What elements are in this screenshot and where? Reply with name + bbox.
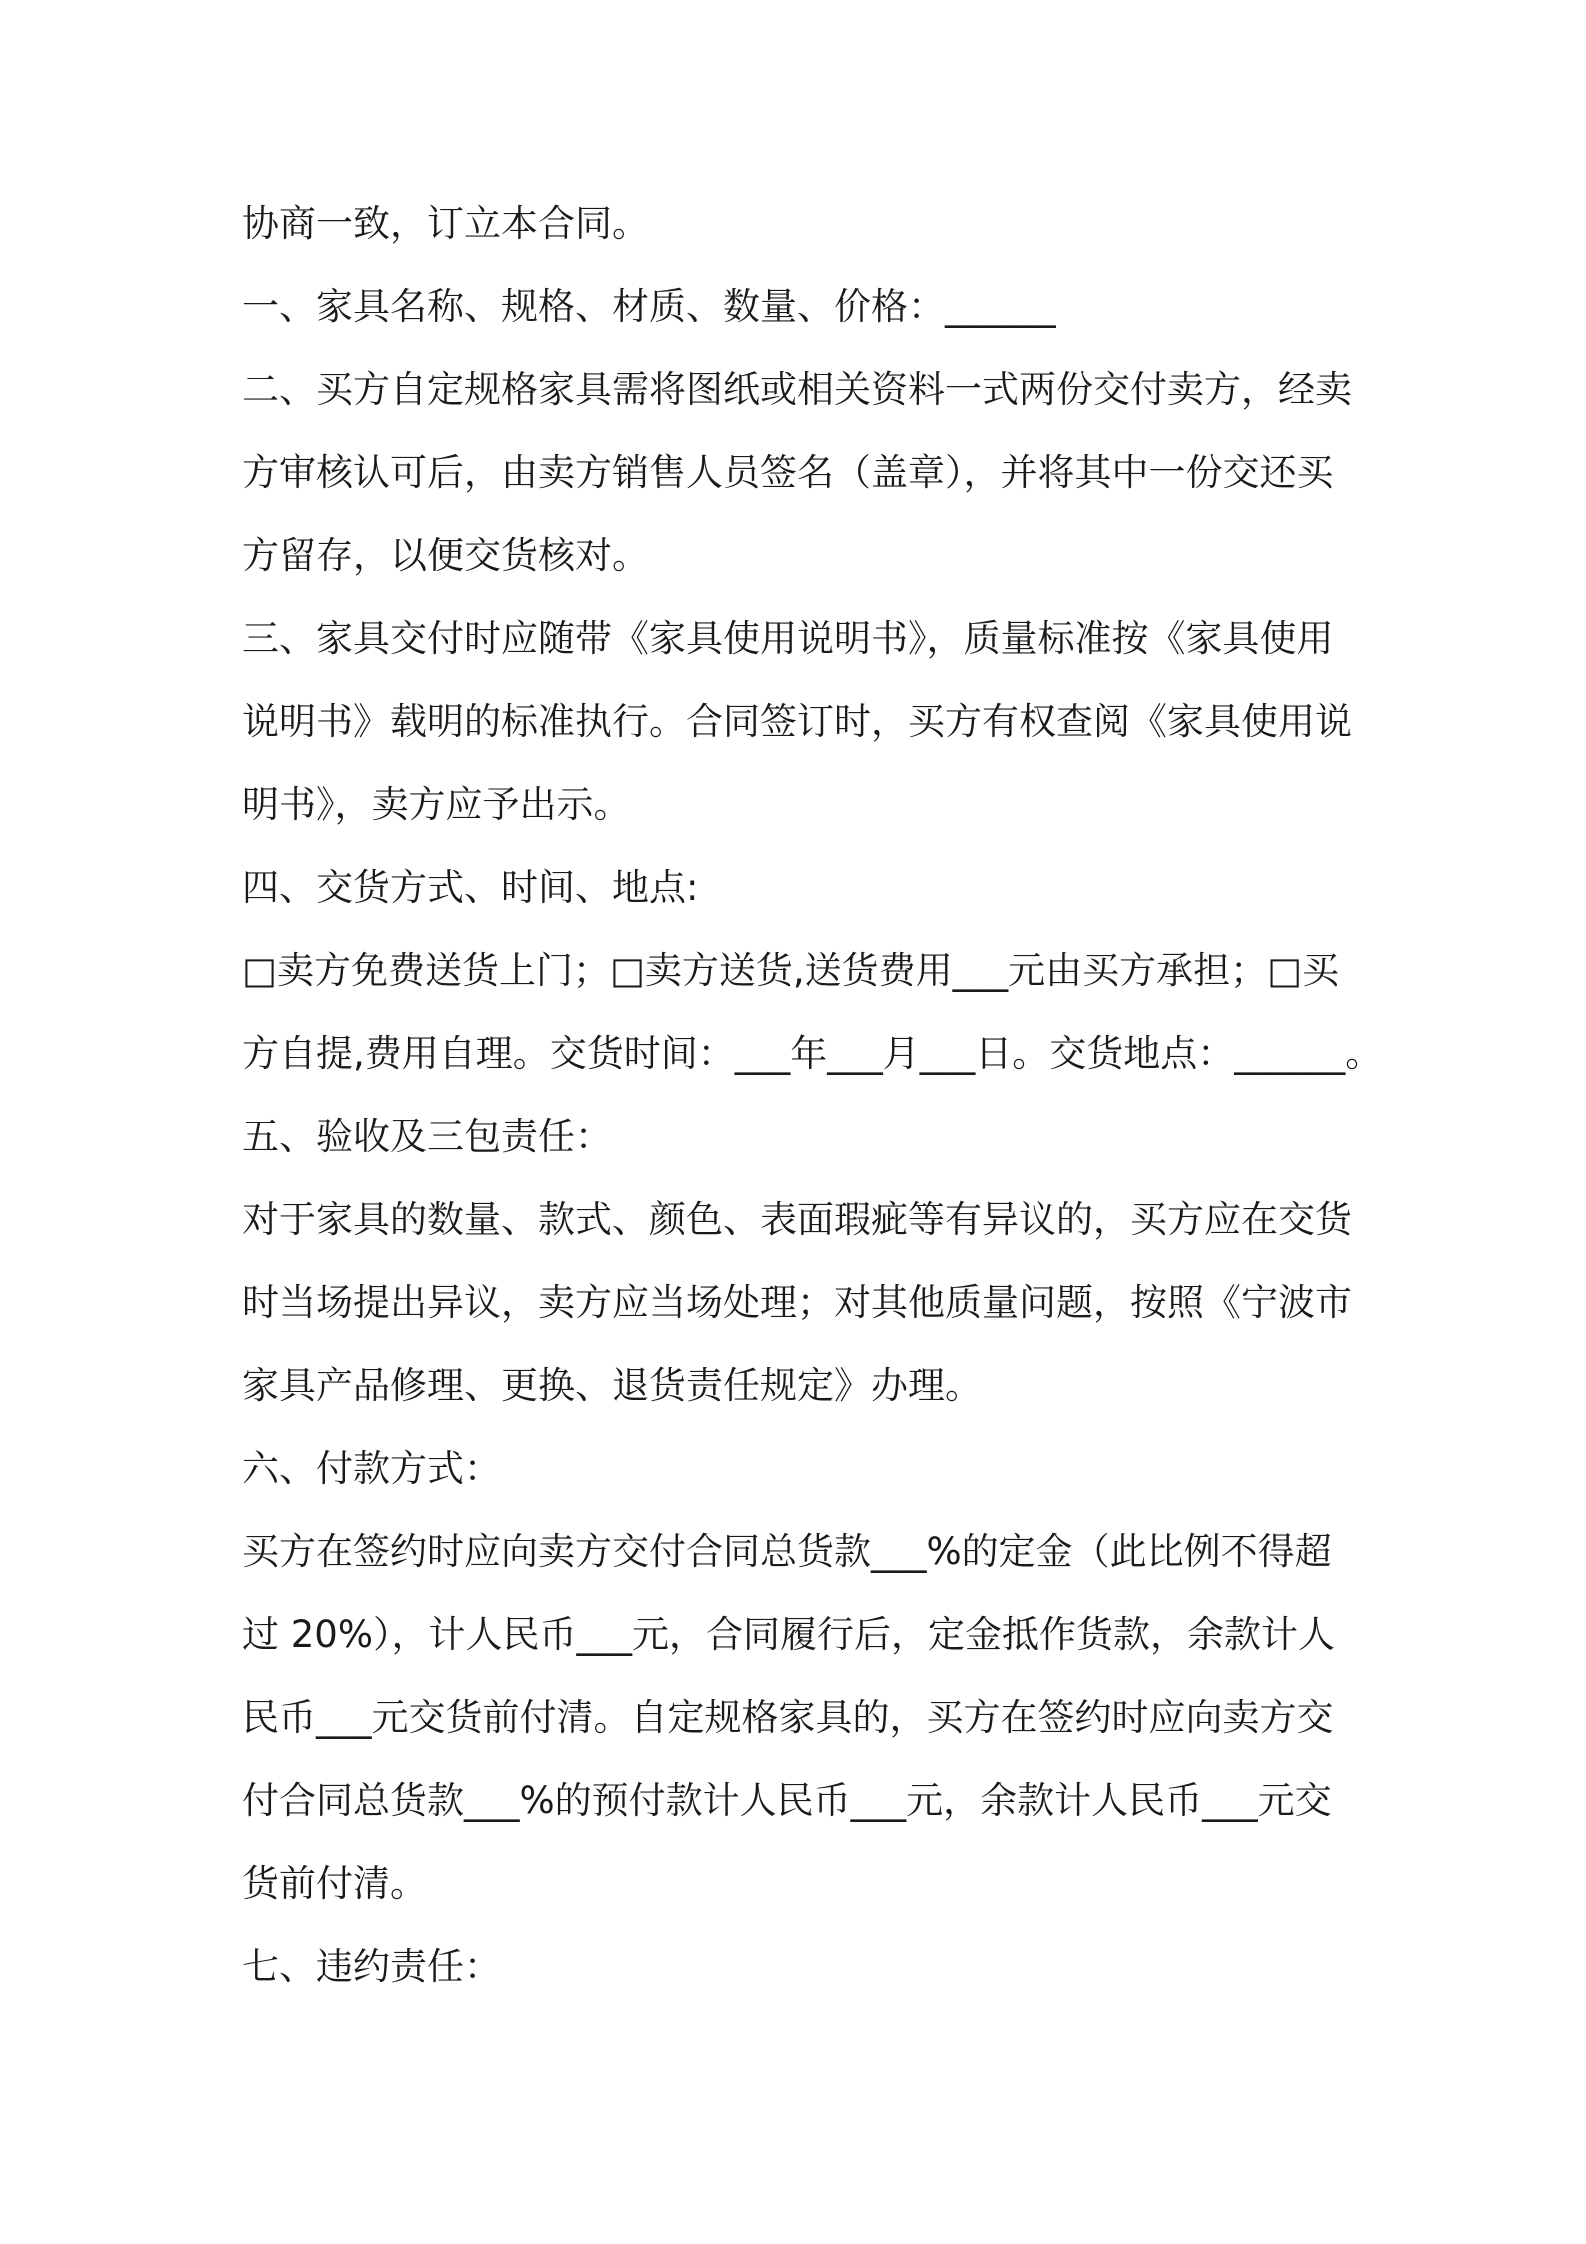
clause-3-line-1: 三、家具交付时应随带《家具使用说明书》，质量标准按《家具使用 xyxy=(242,617,1334,660)
clause-6-line-1: 买方在签约时应向卖方交付合同总货款___%的定金（此比例不得超 xyxy=(242,1530,1332,1573)
text-line-intro: 协商一致，订立本合同。 xyxy=(242,202,649,245)
clause-3-line-2: 说明书》载明的标准执行。合同签订时，买方有权查阅《家具使用说 xyxy=(242,700,1352,743)
clause-6-line-2: 过 20%），计人民币___元，合同履行后，定金抵作货款，余款计人 xyxy=(242,1613,1335,1656)
clause-5-heading: 五、验收及三包责任： xyxy=(242,1115,612,1158)
clause-6-line-3: 民币___元交货前付清。自定规格家具的，买方在签约时应向卖方交 xyxy=(242,1696,1334,1739)
clause-2-line-2: 方审核认可后，由卖方销售人员签名（盖章），并将其中一份交还买 xyxy=(242,451,1334,494)
clause-4-line-2: 方自提,费用自理。交货时间：___年___月___日。交货地点：______。 xyxy=(242,1032,1383,1075)
clause-3-line-3: 明书》，卖方应予出示。 xyxy=(242,783,631,826)
clause-4-heading: 四、交货方式、时间、地点: xyxy=(242,866,699,909)
clause-6-line-4: 付合同总货款___%的预付款计人民币___元，余款计人民币___元交 xyxy=(242,1779,1332,1822)
clause-2-line-3: 方留存，以便交货核对。 xyxy=(242,534,649,577)
clause-5-line-1: 对于家具的数量、款式、颜色、表面瑕疵等有异议的，买方应在交货 xyxy=(242,1198,1352,1241)
clause-4-line-1: □卖方免费送货上门；□卖方送货,送货费用___元由买方承担；□买 xyxy=(242,949,1340,992)
clause-6-line-5: 货前付清。 xyxy=(242,1862,427,1905)
clause-5-line-2: 时当场提出异议，卖方应当场处理；对其他质量问题，按照《宁波市 xyxy=(242,1281,1352,1324)
clause-6-heading: 六、付款方式： xyxy=(242,1447,501,1490)
clause-1-heading: 一、家具名称、规格、材质、数量、价格：______ xyxy=(242,285,1056,328)
clause-7-heading: 七、违约责任： xyxy=(242,1945,501,1988)
clause-5-line-3: 家具产品修理、更换、退货责任规定》办理。 xyxy=(242,1364,982,1407)
clause-2-line-1: 二、买方自定规格家具需将图纸或相关资料一式两份交付卖方，经卖 xyxy=(242,368,1352,411)
